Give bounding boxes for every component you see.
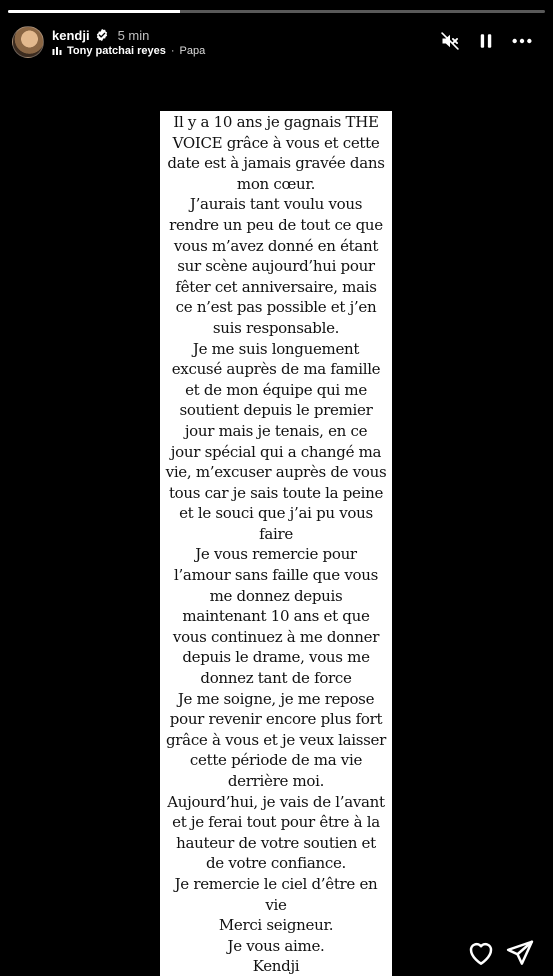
verified-badge-icon — [95, 28, 109, 42]
story-text-line: Merci seigneur. — [218, 916, 334, 935]
story-text-line: rendre un peu de tout ce que — [169, 215, 383, 234]
story-text-line: l’amour sans faille que vous — [173, 566, 379, 585]
story-text-line: et le souci que j’ai pu vous — [179, 504, 373, 523]
pause-icon — [477, 32, 495, 50]
story-text-line: Aujourd’hui, je vais de l’avant — [167, 792, 385, 811]
story-controls — [439, 30, 533, 52]
story-progress-bar — [8, 10, 545, 13]
more-horizontal-icon — [511, 30, 533, 52]
story-text-line: hauteur de votre soutien et — [176, 833, 376, 852]
story-text-line: date est à jamais gravée dans — [167, 154, 385, 173]
story-text-line: J’aurais tant voulu vous — [189, 195, 363, 214]
story-text-line: Il y a 10 ans je gagnais THE — [173, 113, 379, 131]
avatar[interactable] — [12, 26, 44, 58]
story-text-line: et de mon équipe qui me — [185, 380, 367, 399]
story-text-line: cette période de ma vie — [189, 751, 363, 770]
story-text-line: tous car je sais toute la peine — [168, 483, 384, 502]
paper-plane-icon[interactable] — [505, 938, 535, 968]
music-bars-icon — [52, 46, 62, 56]
story-text-line: sur scène aujourd’hui pour — [177, 257, 375, 276]
pause-button[interactable] — [475, 30, 497, 52]
story-text-line: et je ferai tout pour être à la — [172, 813, 380, 832]
music-separator: · — [170, 45, 175, 57]
story-text-line: maintenant 10 ans et que — [182, 607, 370, 626]
story-text-card — [160, 111, 392, 976]
user-line — [52, 26, 149, 44]
story-text-line: grâce à vous et je veux laisser — [166, 730, 386, 749]
story-text-line: jour mais je tenais, en ce — [184, 421, 368, 440]
story-text-line: vie, m’excuser auprès de vous — [165, 463, 387, 482]
more-options-button[interactable] — [511, 30, 533, 52]
story-text-line: vous continuez à me donner — [172, 627, 380, 646]
story-text-line: vous m’avez donné en étant — [173, 236, 379, 255]
story-text-line: suis responsable. — [212, 318, 340, 337]
story-progress-fill — [8, 10, 180, 13]
story-text-line: depuis le drame, vous me — [182, 648, 370, 667]
mute-button[interactable] — [439, 30, 461, 52]
story-text-line: soutient depuis le premier — [179, 401, 373, 420]
post-time: 5 min — [117, 27, 150, 43]
story-text-line: vie — [265, 895, 287, 914]
story-text-line: fêter cet anniversaire, mais — [175, 277, 377, 296]
story-text-line: Kendji — [252, 957, 300, 976]
story-text-line: Je vous remercie pour — [195, 545, 357, 564]
story-text-line: me donnez depuis — [209, 586, 343, 605]
story-text-line: derrière moi. — [227, 772, 325, 790]
story-text-line: Je me suis longuement — [192, 339, 360, 358]
story-text-line: faire — [259, 524, 293, 543]
story-text-line: VOICE grâce à vous et cette — [172, 133, 380, 152]
story-text-line: Je vous aime. — [227, 936, 325, 955]
story-text-line: pour revenir encore plus fort — [169, 710, 383, 729]
story-header — [12, 24, 541, 62]
music-line[interactable] — [52, 45, 205, 57]
story-text-line: donnez tant de force — [200, 669, 352, 688]
story-text-line: jour spécial qui a changé ma — [170, 442, 382, 461]
story-text-line: mon cœur. — [236, 174, 316, 193]
story-text-line: de votre confiance. — [206, 854, 346, 873]
heart-outline-icon[interactable] — [466, 938, 496, 968]
username[interactable]: kendji — [52, 27, 90, 43]
story-text-line: ce n’est pas possible et j’en — [175, 298, 377, 317]
music-title: Tony patchai reyes — [67, 45, 166, 57]
story-text-line: Je me soigne, je me repose — [177, 689, 375, 708]
music-artist: Papa — [179, 45, 206, 57]
muted-speaker-icon — [440, 31, 460, 51]
story-text-line: Je remercie le ciel d’être en — [174, 874, 378, 893]
story-text-line: excusé auprès de ma famille — [171, 360, 381, 379]
